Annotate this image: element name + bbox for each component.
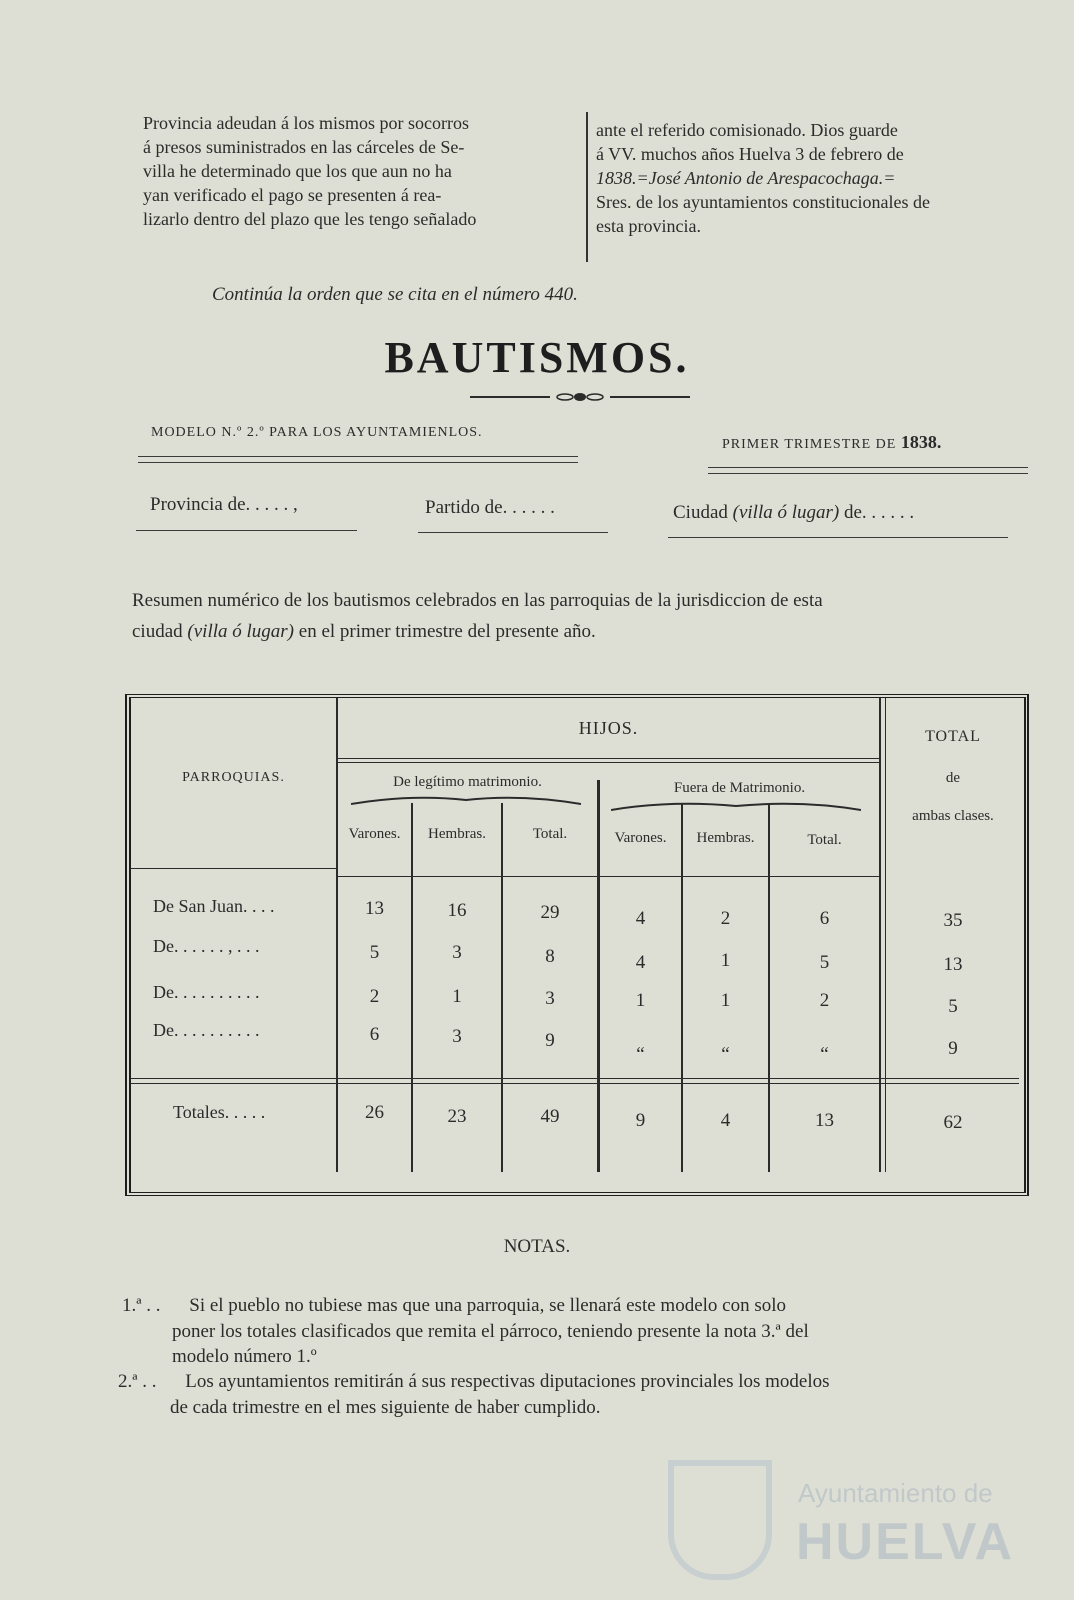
cell-total: 8 — [545, 946, 555, 967]
cell-total: 29 — [540, 902, 560, 923]
total-varones: 26 — [365, 1102, 384, 1123]
field-underline — [136, 530, 357, 531]
watermark-text: Ayuntamiento de — [798, 1478, 993, 1508]
cell-varones: 6 — [369, 1024, 380, 1045]
brace-ornament — [611, 800, 861, 812]
column-rule — [879, 698, 881, 1172]
total-total: 13 — [815, 1110, 834, 1131]
total-grand-total: 62 — [943, 1112, 963, 1133]
total-header: TOTAL — [925, 728, 981, 745]
cell-total: 6 — [819, 908, 830, 929]
field-underline — [668, 537, 1008, 538]
text-line: lizarlo dentro del plazo que les tengo señalado — [143, 209, 477, 229]
row-rule — [338, 758, 879, 759]
sub-header: Hembras. — [696, 830, 755, 846]
ciudad-suffix: de. . . . . . — [844, 502, 915, 523]
text-line: Resumen numérico de los bautismos celebrados en las parroquias de la jurisdiccion de esta — [132, 590, 823, 611]
cell-hembras: 1 — [720, 950, 731, 971]
trimestre-year: 1838. — [900, 432, 942, 452]
parish-label: De. . . . . . . . . . — [153, 982, 260, 1002]
total-hembras: 4 — [720, 1110, 731, 1131]
cell-varones: “ — [636, 1044, 645, 1065]
total-header-de: de — [945, 770, 961, 786]
note-2-line-1 — [118, 1370, 830, 1393]
fuera-header: Fuera de Matrimonio. — [673, 780, 806, 796]
ornament-divider — [470, 392, 690, 402]
note-number: 2.ª . . — [118, 1371, 157, 1392]
note-text: Los ayuntamientos remitirán á sus respectivas diputaciones provinciales los modelos — [185, 1371, 830, 1392]
sub-header: Total. — [532, 826, 568, 842]
watermark-logo — [668, 1450, 1068, 1590]
note-text: Si el pueblo no tubiese mas que una parroquia, se llenará este modelo con solo — [189, 1295, 787, 1316]
text-part-italic: (villa ó lugar) — [187, 621, 295, 642]
total-header-ambas: ambas clases. — [912, 808, 994, 824]
cell-total: “ — [820, 1044, 829, 1065]
cell-total: 3 — [545, 988, 555, 1009]
row-rule — [131, 868, 336, 869]
cell-hembras: 3 — [452, 1026, 462, 1047]
row-rule — [338, 762, 879, 763]
row-rule — [131, 1083, 1019, 1084]
text-line: á VV. muchos años Huelva 3 de febrero de — [596, 144, 904, 164]
text-line: á presos suministrados en las cárceles de Se- — [143, 137, 465, 157]
cell-total: 9 — [545, 1030, 555, 1051]
left-column-text — [143, 111, 579, 231]
text-line — [132, 616, 1027, 647]
rule — [708, 467, 1028, 468]
text-line: esta provincia. — [596, 216, 701, 236]
ciudad-italic: (villa ó lugar) — [732, 502, 840, 523]
parroquias-header: PARROQUIAS. — [182, 770, 285, 785]
cell-total: 5 — [819, 952, 830, 973]
ciudad-field — [673, 502, 914, 524]
cell-varones: 13 — [365, 898, 384, 919]
text-line: villa he determinado que los que aun no ha — [143, 161, 452, 181]
cell-varones: 4 — [635, 952, 646, 973]
right-column-text — [596, 118, 1036, 238]
page-title: BAUTISMOS. — [384, 333, 690, 382]
cell-grand-total: 9 — [948, 1038, 958, 1059]
cell-hembras: 1 — [452, 986, 462, 1007]
sub-header: Varones. — [348, 826, 401, 842]
sub-header: Total. — [807, 832, 842, 848]
column-rule — [336, 698, 338, 1172]
text-part: ciudad — [132, 621, 183, 642]
legitimo-header: De legítimo matrimonio. — [393, 774, 542, 790]
cell-hembras: 1 — [720, 990, 731, 1011]
notes-title: NOTAS. — [503, 1236, 571, 1257]
shield-icon — [668, 1460, 772, 1580]
note-2-line-2: de cada trimestre en el mes siguiente de haber cumplido. — [170, 1397, 601, 1418]
cell-grand-total: 13 — [943, 954, 963, 975]
ciudad-label: Ciudad — [673, 502, 728, 523]
continuation-note: Continúa la orden que se cita en el número 440. — [212, 284, 578, 305]
column-divider — [586, 112, 588, 262]
column-rule — [885, 698, 886, 1172]
rule — [138, 462, 578, 463]
text-line: Provincia adeudan á los mismos por socorros — [143, 113, 469, 133]
text-line: ante el referido comisionado. Dios guarde — [596, 120, 898, 140]
text-line: yan verificado el pago se presenten á rea- — [143, 185, 442, 205]
text-line: Sres. de los ayuntamientos constitucionales de — [596, 192, 930, 212]
rule — [708, 473, 1028, 474]
cell-varones: 5 — [369, 942, 380, 963]
total-varones: 9 — [635, 1110, 646, 1131]
note-1-line-3: modelo número 1.º — [172, 1346, 317, 1367]
parish-label: De. . . . . . , . . . — [153, 936, 260, 956]
cell-varones: 4 — [635, 908, 646, 929]
brace-ornament — [351, 794, 581, 806]
total-total: 49 — [540, 1106, 560, 1127]
note-1-line-2: poner los totales clasificados que remita el párroco, teniendo presente la nota 3.ª del — [172, 1321, 809, 1342]
baptism-table — [125, 694, 1029, 1196]
modelo-label: MODELO N.º 2.º PARA LOS AYUNTAMIENLOS. — [151, 425, 483, 440]
cell-varones: 1 — [635, 990, 646, 1011]
sub-header: Hembras. — [428, 826, 486, 842]
field-underline — [418, 532, 608, 533]
note-1-line-1 — [122, 1294, 786, 1317]
hijos-header: HIJOS. — [578, 718, 639, 738]
parish-label: De. . . . . . . . . . — [153, 1020, 260, 1040]
watermark-text: HUELVA — [796, 1513, 1015, 1571]
rule — [138, 456, 578, 457]
row-rule — [338, 876, 879, 877]
cell-grand-total: 35 — [943, 910, 963, 931]
trimestre-label — [722, 432, 941, 453]
totals-label: Totales. . . . . — [173, 1102, 266, 1122]
total-hembras: 23 — [447, 1106, 467, 1127]
cell-hembras: 3 — [452, 942, 462, 963]
partido-field: Partido de. . . . . . — [425, 497, 555, 518]
cell-hembras: “ — [721, 1044, 730, 1065]
cell-hembras: 2 — [720, 908, 731, 929]
note-number: 1.ª . . — [122, 1295, 161, 1316]
cell-varones: 2 — [369, 986, 380, 1007]
cell-hembras: 16 — [447, 900, 467, 921]
provincia-field: Provincia de. . . . . , — [150, 494, 298, 515]
text-part: en el primer trimestre del presente año. — [298, 621, 596, 642]
summary-text — [132, 585, 1027, 647]
trimestre-text: PRIMER TRIMESTRE DE — [722, 437, 897, 452]
row-rule — [131, 1078, 1019, 1079]
cell-total: 2 — [819, 990, 830, 1011]
cell-grand-total: 5 — [948, 996, 958, 1017]
sub-header: Varones. — [614, 830, 667, 846]
parish-label: De San Juan. . . . — [153, 896, 275, 916]
text-line: 1838.=José Antonio de Arespacochaga.= — [596, 168, 896, 188]
